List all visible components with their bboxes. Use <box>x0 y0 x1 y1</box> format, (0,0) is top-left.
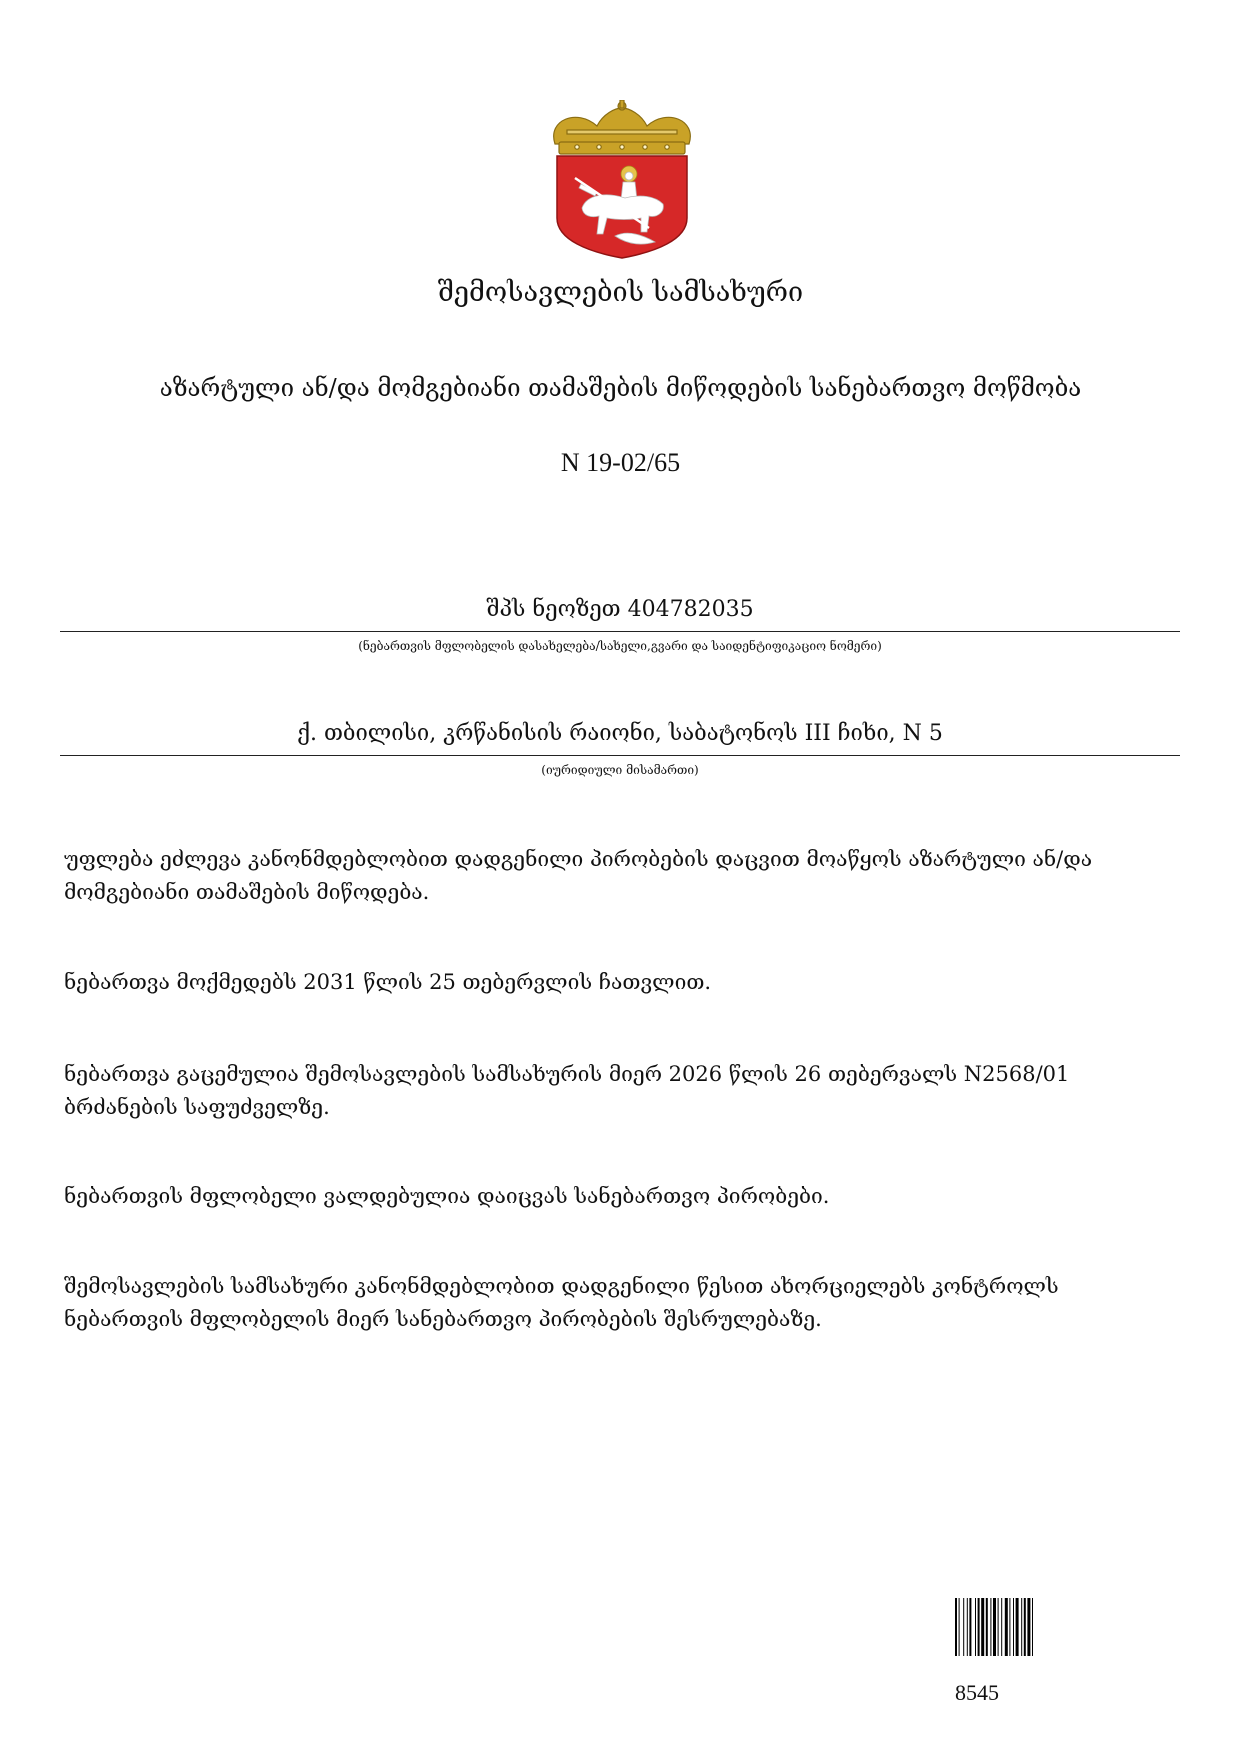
address-caption: (იურიდიული მისამართი) <box>541 763 699 777</box>
paragraph-issuance: ნებართვა გაცემულია შემოსავლების სამსახურის მიერ 2026 წლის 26 თებერვალს N2568/01 ბრძანების საფუძველზე. <box>64 1062 1070 1119</box>
legal-address: ქ. თბილისი, კრწანისის რაიონი, საბატონოს III ჩიხი, N 5 <box>297 721 943 746</box>
certificate-title: აზარტული ან/და მომგებიანი თამაშების მიწოდების სანებართვო მოწმობა <box>159 374 1082 402</box>
barcode-icon <box>955 1598 1107 1656</box>
authority-name: შემოსავლების სამსახური <box>437 277 804 308</box>
holder-name: შპს ნეოზეთ 404782035 <box>486 597 754 622</box>
serial-number: 8545 <box>955 1680 999 1705</box>
crown-icon <box>554 100 691 154</box>
address-rule <box>60 755 1180 756</box>
holder-rule <box>60 631 1180 632</box>
paragraph-validity: ნებართვა მოქმედებს 2031 წლის 25 თებერვლის ჩათვლით. <box>64 970 712 994</box>
paragraph-obligation: ნებართვის მფლობელი ვალდებულია დაიცვას სანებართვო პირობები. <box>64 1184 830 1208</box>
coat-of-arms-icon <box>537 100 707 260</box>
certificate-number: N 19-02/65 <box>560 448 681 477</box>
paragraph-right-granted: უფლება ეძლევა კანონმდებლობით დადგენილი პირობების დაცვით მოაწყოს აზარტული ან/და მომგებიანი თამაშების მიწოდება. <box>64 847 1093 904</box>
paragraph-control: შემოსავლების სამსახური კანონმდებლობით დადგენილი წესით ახორციელებს კონტროლს ნებართვის მფლობელის მიერ სანებართვო პირობების შესრულებაზე. <box>64 1274 1059 1331</box>
holder-caption: (ნებართვის მფლობელის დასახელება/სახელი,გვარი და საიდენტიფიკაციო ნომერი) <box>358 639 882 653</box>
